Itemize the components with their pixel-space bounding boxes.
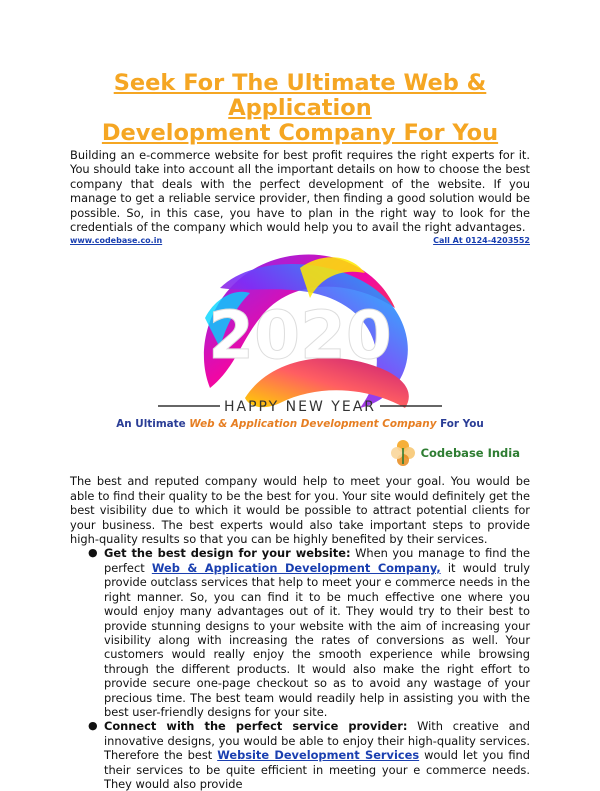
list-item-text: would let you find their services to be quite efficient in meeting your e commerce needs. They would also provide — [104, 748, 530, 791]
bullet-icon: ● — [88, 546, 98, 560]
web-app-dev-link[interactable]: Web & Application Development Company, — [151, 560, 441, 575]
brand-name: Codebase India — [420, 446, 520, 461]
list-item-text: When you manage to find the perfect — [104, 546, 530, 575]
caption-prefix: An Ultimate — [116, 418, 190, 431]
list-item-text: With creative and innovative designs, you would be able to enjoy their high-quality services. Therefore the best — [104, 719, 530, 763]
title-line-1: Seek For The Ultimate Web & Application — [113, 70, 487, 121]
new-year-artwork — [150, 248, 450, 418]
intro-paragraph: Building an e-commerce website for best profit requires the right experts for it. You should take into account all the important details on how to choose the best company that deals with the perfect development of the website. If you manage to get a reliable service provider, then finding a good solution would be possible. So, in this case, you have to plan in the right way to look for the credentials of the company which would help you to avail the right advantages. — [70, 148, 530, 235]
brand-flower-icon — [389, 439, 417, 467]
title-line-2: Development Company For You — [101, 120, 499, 146]
list-item — [88, 719, 530, 791]
website-link[interactable]: www.codebase.co.in — [70, 236, 163, 246]
brand-logo — [389, 439, 520, 467]
banner-top-row — [70, 236, 530, 245]
bullet-icon: ● — [88, 719, 98, 733]
body-paragraph: The best and reputed company would help to meet your goal. You would be able to find their quality to be the best for you. Your site would definitely get the best visibility due to which it would be possible to attract potential clients for your business. The best experts would also take important steps to provide high-quality results so that you can be highly benefited by their services. — [70, 474, 530, 547]
list-item-heading: Get the best design for your website: — [104, 546, 351, 561]
year-text: 2020 — [208, 297, 392, 375]
list-item-heading: Connect with the perfect service provider: — [104, 719, 408, 734]
greeting-text: HAPPY NEW YEAR — [224, 399, 376, 416]
feature-list — [88, 546, 530, 791]
page-title — [70, 0, 530, 146]
list-item — [88, 546, 530, 719]
caption-suffix: For You — [436, 418, 484, 431]
promo-banner — [70, 236, 530, 471]
caption-highlight: Web & Application Development Company — [189, 418, 437, 431]
phone-link[interactable]: Call At 0124-4203552 — [433, 236, 530, 246]
website-dev-services-link[interactable]: Website Development Services — [217, 748, 420, 763]
banner-caption — [70, 418, 530, 430]
list-item-text: it would truly provide outclass services that help to meet your e commerce needs in the right manner. So, you can find it to be much effective one where you would enjoy many advantages out of it. They would try to their best to provide stunning designs to your website with the aim of increasing your visibility along with increasing the rates of conversions as well. Your customers would really enjoy the smooth experience while browsing through the different products. It would also make the right effort to provide secure one-page checkout so as to avoid any wastage of your precious time. The best team would readily help in assisting you with the best user-friendly designs for your site. — [104, 560, 530, 719]
